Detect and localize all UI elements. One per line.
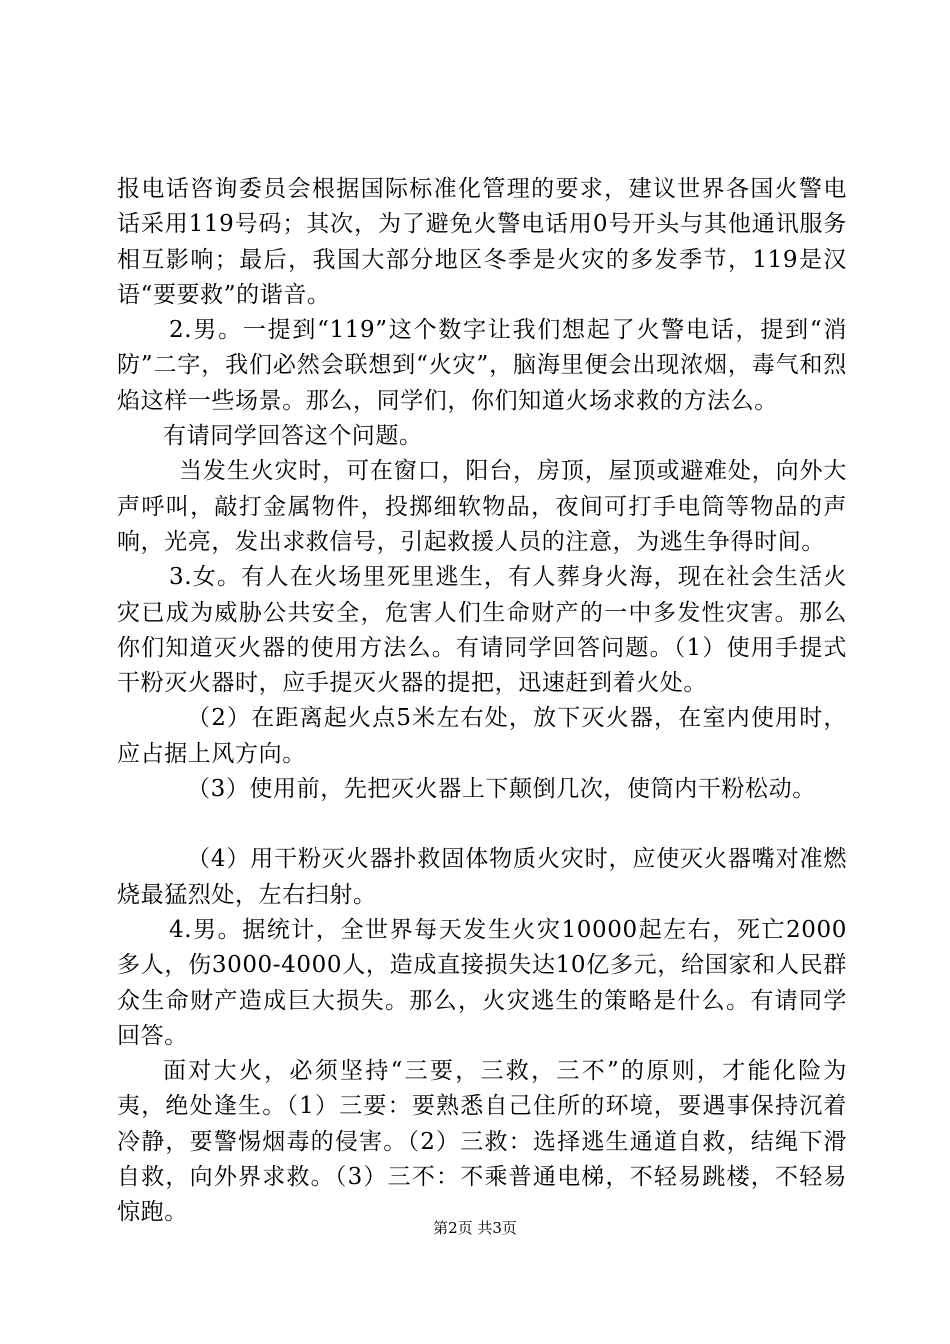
paragraph-step-2: （2）在距离起火点5米左右处，放下灭火器，在室内使用时，应占据上风方向。 xyxy=(117,705,847,767)
paragraph-step-4: （4）用干粉灭火器扑救固体物质火灾时，应使灭火器嘴对准燃烧最猛烈处，左右扫射。 xyxy=(117,846,847,908)
paragraph-invite-answer: 有请同学回答这个问题。 xyxy=(163,423,423,450)
paragraph-2-male: 2.男。一提到“119”这个数字让我们想起了火警电话，提到“消防”二字，我们必然会联想到“火灾”，脑海里便会出现浓烟，毒气和烈焰这样一些场景。那么，同学们，你们知道火场求救的方法么。 xyxy=(117,317,847,414)
blank-line xyxy=(117,807,847,842)
paragraph-3-female: 3.女。有人在火场里死里逃生，有人葬身火海，现在社会生活火灾已成为威胁公共安全，危害人们生命财产的一中多发性灾害。那么你们知道灭火器的使用方法么。有请同学回答问题。（1）使用手提式干粉灭火器时，应手提灭火器的提把，迅速赶到着火处。 xyxy=(117,564,847,697)
paragraph-step-3: （3）使用前，先把灭火器上下颠倒几次，使筒内干粉松动。 xyxy=(187,776,816,803)
paragraph-escape-principles: 面对大火，必须坚持“三要，三救，三不”的原则，才能化险为夷，绝处逢生。（1）三要：要熟悉自己住所的环境，要遇事保持沉着冷静，要警惕烟毒的侵害。（2）三救：选择逃生通道自救，结绳下滑自救，向外界求救。（3）三不：不乘普通电梯，不轻易跳楼，不轻易惊跑。 xyxy=(117,1058,847,1226)
paragraph-4-male: 4.男。据统计，全世界每天发生火灾10000起左右，死亡2000多人，伤3000-4000人，造成直接损失达10亿多元，给国家和人民群众生命财产造成巨大损失。那么，火灾逃生的策略是什么。有请同学回答。 xyxy=(117,916,847,1049)
paragraph-fire-rescue-answer: 当发生火灾时，可在窗口，阳台，房顶，屋顶或避难处，向外大声呼叫，敲打金属物件，投掷细软物品，夜间可打手电筒等物品的声响，光亮，发出求救信号，引起救援人员的注意，为逃生争得时间。 xyxy=(117,458,847,555)
paragraph-119-origin: 报电话咨询委员会根据国际标准化管理的要求，建议世界各国火警电话采用119号码；其次，为了避免火警电话用0号开头与其他通讯服务相互影响；最后，我国大部分地区冬季是火灾的多发季节，119是汉语“要要救”的谐音。 xyxy=(117,176,847,308)
page-footer: 第2页 共3页 xyxy=(433,1219,517,1237)
document-body xyxy=(117,172,847,1231)
